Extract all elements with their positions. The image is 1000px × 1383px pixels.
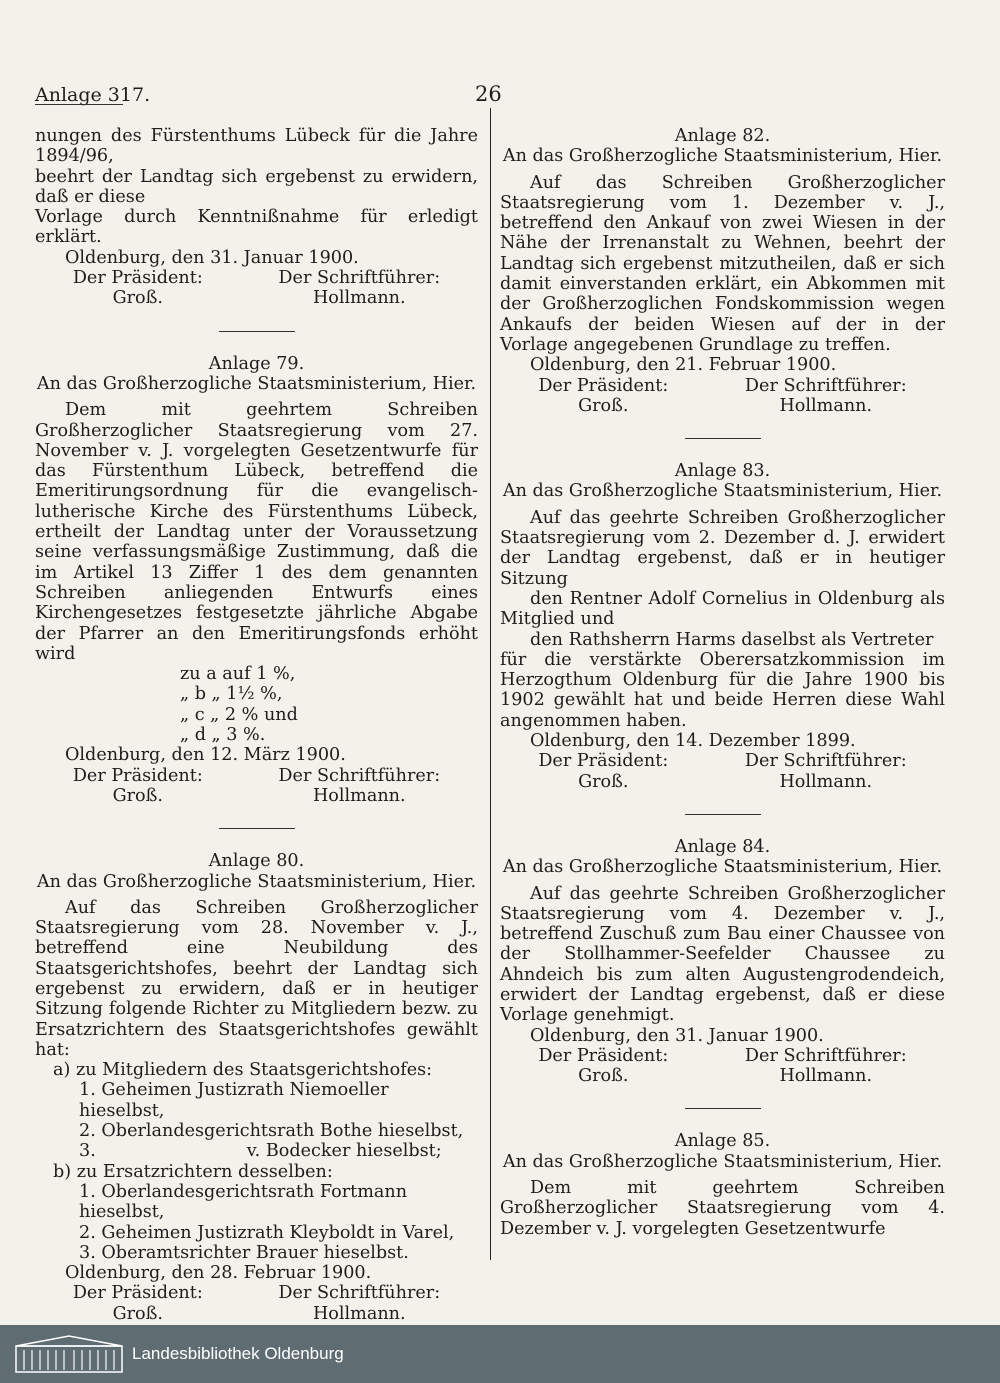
anlage-83-text: Auf das geehrte Schreiben Großherzoglicher Staatsregierung vom 2. Dezember d. J. erwidert der Landtag ergebenst, daß er in heutiger Sitzung (500, 507, 945, 589)
anlage-79-text: Dem mit geehrtem Schreiben Großherzoglicher Staatsregierung vom 27. November v. J. vorgelegten Gesetzentwurfe für das Fürstenthum Lübeck, betreffend die Emeritirungsordnung für die evangelisch-lutherische Kirche des Fürstenthums Lübeck, ertheilt der Landtag unter der Voraussetzung seine verfassungsmäßige Zustimmung, daß die im Artikel 13 Ziffer 1 des dem genannten Schreiben anliegenden Entwurfs eines Kirchengesetzes festgesetzte jährliche Abgabe der Pfarrer an den Emeritirungsfonds erhöht wird (35, 400, 478, 664)
president-name: Groß. (112, 785, 163, 806)
anlage-82-date: Oldenburg, den 21. Februar 1900. (530, 355, 837, 376)
secretary-name: Hollmann. (312, 785, 406, 806)
anlage-84-text: Auf das geehrte Schreiben Großherzoglicher Staatsregierung vom 4. Dezember v. J., betreffend Zuschuß zum Bau einer Chaussee von der Stollhammer-Seefelder Chaussee zu Ahndeich bis zum alten Augustengrodendeich, erwidert der Landtag ergebenst, daß er diese Vorlage genehmigt. (500, 883, 945, 1026)
signature-block (35, 268, 478, 309)
anlage-80-date: Oldenburg, den 28. Februar 1900. (65, 1263, 372, 1284)
left-column (35, 126, 478, 1369)
president-label: Der Präsident: (538, 375, 669, 396)
anlage-80-head-b: b) zu Ersatzrichtern desselben: (53, 1161, 333, 1182)
header-left-label: Anlage 317. (35, 84, 151, 106)
anlage-80-address: An das Großherzogliche Staatsministerium, Hier. (36, 871, 477, 892)
anlage-85-text: Dem mit geehrtem Schreiben Großherzoglicher Staatsregierung vom 4. Dezember v. J. vorgelegten Gesetzentwurfe (500, 1178, 945, 1239)
secretary-label: Der Schriftführer: (278, 1283, 441, 1304)
secretary-label: Der Schriftführer: (278, 765, 441, 786)
list-item: 2. Oberlandesgerichtsrath Bothe hieselbst, (79, 1121, 464, 1142)
anlage-80-text: Auf das Schreiben Großherzoglicher Staatsregierung vom 28. November v. J., betreffend eine Neubildung des Staatsgerichtshofes, beehrt der Landtag sich ergebenst zu erwidern, daß er in heutiger Sitzung folgende Richter zu Mitgliedern bezw. zu Ersatzrichtern des Staatsgerichtshofes gewählt hat: (35, 897, 478, 1060)
list-item: 2. Geheimen Justizrath Kleyboldt in Varel, (79, 1222, 455, 1243)
anlage-85-address: An das Großherzogliche Staatsministerium, Hier. (502, 1151, 943, 1172)
president-name: Groß. (112, 1303, 163, 1324)
intro-line: beehrt der Landtag sich ergebenst zu erwidern, daß er diese (35, 166, 478, 207)
president-label: Der Präsident: (538, 1045, 669, 1066)
column-divider (490, 108, 491, 1260)
secretary-name: Hollmann. (779, 1066, 873, 1087)
intro-date: Oldenburg, den 31. Januar 1900. (65, 247, 359, 268)
president-label: Der Präsident: (72, 268, 203, 289)
section-rule (685, 814, 761, 815)
anlage-83-title: Anlage 83. (674, 461, 771, 482)
rate-line: „ b „ 1½ %, (180, 684, 283, 705)
secretary-label: Der Schriftführer: (278, 268, 441, 289)
president-label: Der Präsident: (72, 1283, 203, 1304)
intro-line: nungen des Fürstenthums Lübeck für die Jahre 1894/96, (35, 126, 478, 167)
president-label: Der Präsident: (72, 765, 203, 786)
secretary-name: Hollmann. (779, 771, 873, 792)
list-item: 1. Oberlandesgerichtsrath Fortmann hieselbst, (79, 1181, 408, 1223)
anlage-85-title: Anlage 85. (674, 1131, 771, 1152)
header-underline (35, 104, 123, 105)
president-name: Groß. (112, 288, 163, 309)
anlage-79-title: Anlage 79. (208, 353, 305, 374)
library-building-icon (14, 1334, 124, 1374)
list-item: 3. v. Bodecker hieselbst; (79, 1141, 442, 1162)
anlage-82-title: Anlage 82. (674, 126, 771, 146)
section-rule (219, 331, 295, 332)
signature-block (500, 751, 945, 792)
anlage-84-title: Anlage 84. (674, 836, 771, 857)
signature-block (35, 766, 478, 807)
president-label: Der Präsident: (538, 751, 669, 772)
anlage-83-deputy: den Rathsherrn Harms daselbst als Vertreter (530, 629, 934, 650)
secretary-label: Der Schriftführer: (744, 375, 907, 396)
list-item: 1. Geheimen Justizrath Niemoeller hieselbst, (79, 1080, 389, 1121)
rate-line: „ d „ 3 %. (180, 725, 266, 746)
rate-line: „ c „ 2 % und (180, 704, 298, 725)
library-name: Landesbibliothek Oldenburg (132, 1344, 344, 1363)
anlage-84-address: An das Großherzogliche Staatsministerium, Hier. (502, 857, 943, 878)
right-column (500, 126, 945, 1239)
anlage-83-member: den Rentner Adolf Cornelius in Oldenburg als Mitglied und (500, 588, 945, 630)
signature-block (500, 376, 945, 417)
anlage-82-text: Auf das Schreiben Großherzoglicher Staatsregierung vom 1. Dezember v. J., betreffend den Ankauf von zwei Wiesen in der Nähe der Irrenanstalt zu Wehnen, beehrt der Landtag sich ergebenst mitzutheilen, daß er sich damit einverstanden erklärt, ein Abkommen mit der Großherzoglichen Fondskommission wegen Ankaufs der beiden Wiesen auf der in der Vorlage angegebenen Grundlage zu treffen. (500, 172, 945, 355)
anlage-84-date: Oldenburg, den 31. Januar 1900. (530, 1025, 824, 1046)
anlage-79-rates (35, 664, 478, 745)
page-number: 26 (475, 82, 502, 106)
anlage-83-address: An das Großherzogliche Staatsministerium, Hier. (502, 481, 943, 502)
anlage-82-address: An das Großherzogliche Staatsministerium, Hier. (502, 146, 943, 167)
judges-list-a (35, 1080, 478, 1161)
signature-block (500, 1046, 945, 1087)
section-rule (685, 1108, 761, 1109)
secretary-label: Der Schriftführer: (744, 751, 907, 772)
anlage-83-text-end: für die verstärkte Oberersatzkommission im Herzogthum Oldenburg für die Jahre 1900 bis 1902 gewählt hat und beide Herren diese Wahl angenommen haben. (500, 649, 945, 731)
president-name: Groß. (578, 1066, 629, 1087)
list-item: 3. Oberamtsrichter Brauer hieselbst. (79, 1242, 409, 1263)
secretary-name: Hollmann. (312, 288, 406, 309)
rate-line: zu a auf 1 %, (180, 664, 296, 685)
library-footer-bar (0, 1325, 1000, 1383)
secretary-label: Der Schriftführer: (744, 1045, 907, 1066)
section-rule (219, 828, 295, 829)
secretary-name: Hollmann. (779, 395, 873, 416)
judges-list-b (35, 1182, 478, 1263)
president-name: Groß. (578, 395, 629, 416)
anlage-79-date: Oldenburg, den 12. März 1900. (65, 745, 346, 766)
president-name: Groß. (578, 771, 629, 792)
secretary-name: Hollmann. (312, 1303, 406, 1324)
signature-block (35, 1283, 478, 1324)
anlage-83-date: Oldenburg, den 14. Dezember 1899. (530, 731, 856, 752)
section-rule (685, 438, 761, 439)
intro-line: Vorlage durch Kenntnißnahme für erledigt erklärt. (35, 207, 478, 248)
anlage-79-address: An das Großherzogliche Staatsministerium, Hier. (36, 373, 477, 394)
anlage-80-title: Anlage 80. (208, 851, 305, 872)
anlage-80-head-a: a) zu Mitgliedern des Staatsgerichtshofes: (53, 1060, 433, 1081)
